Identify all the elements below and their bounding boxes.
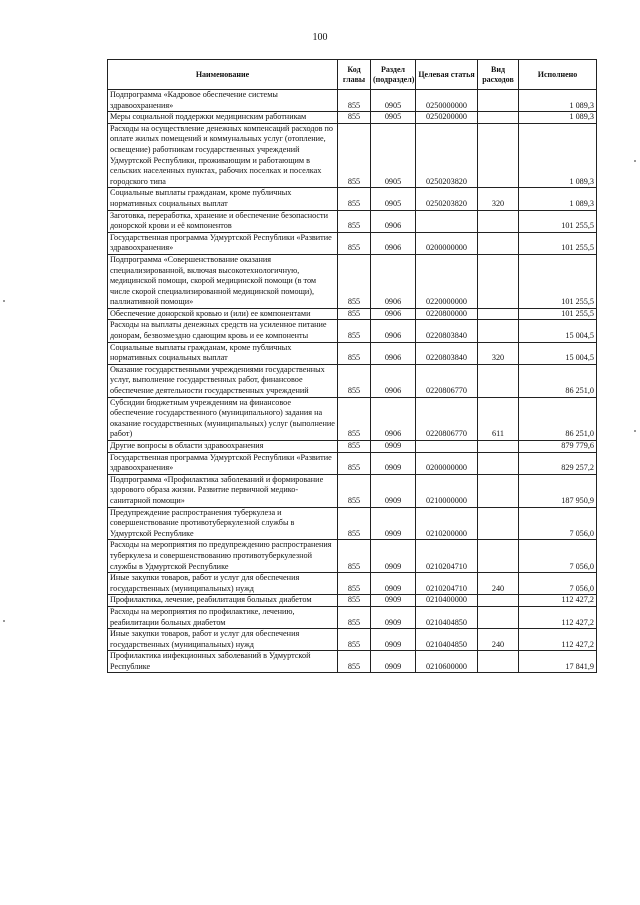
cell-executed: 112 427,2 bbox=[519, 629, 597, 651]
table-row bbox=[108, 595, 597, 607]
cell-expense-type bbox=[478, 254, 519, 308]
cell-code: 855 bbox=[338, 474, 371, 507]
cell-name: Субсидии бюджетным учреждениям на финансовое обеспечение государственного (муниципального) задания на оказание государственных (муниципальных) услуг (выполнение работ) bbox=[108, 397, 338, 440]
cell-expense-type: 240 bbox=[478, 573, 519, 595]
cell-section: 0909 bbox=[371, 540, 416, 573]
cell-article: 0220000000 bbox=[416, 254, 478, 308]
cell-code: 855 bbox=[338, 441, 371, 453]
cell-name: Заготовка, переработка, хранение и обеспечение безопасности донорской крови и её компонентов bbox=[108, 210, 338, 232]
table-row bbox=[108, 397, 597, 440]
header-name: Наименование bbox=[108, 60, 338, 90]
cell-code: 855 bbox=[338, 507, 371, 540]
cell-executed: 101 255,5 bbox=[519, 254, 597, 308]
cell-expense-type: 320 bbox=[478, 188, 519, 210]
cell-section: 0909 bbox=[371, 441, 416, 453]
cell-name: Предупреждение распространения туберкулеза и совершенствование противотуберкулезной службы в Удмуртской Республике bbox=[108, 507, 338, 540]
cell-article: 0210200000 bbox=[416, 507, 478, 540]
cell-section: 0906 bbox=[371, 232, 416, 254]
cell-name: Государственная программа Удмуртской Республики «Развитие здравоохранения» bbox=[108, 232, 338, 254]
cell-section: 0909 bbox=[371, 606, 416, 628]
cell-section: 0906 bbox=[371, 397, 416, 440]
cell-article: 0210400000 bbox=[416, 595, 478, 607]
cell-article: 0250000000 bbox=[416, 90, 478, 112]
cell-section: 0909 bbox=[371, 595, 416, 607]
table-row bbox=[108, 210, 597, 232]
cell-article bbox=[416, 441, 478, 453]
table-header-row bbox=[108, 60, 597, 90]
cell-article: 0220806770 bbox=[416, 364, 478, 397]
cell-name: Другие вопросы в области здравоохранения bbox=[108, 441, 338, 453]
cell-expense-type bbox=[478, 540, 519, 573]
header-executed: Исполнено bbox=[519, 60, 597, 90]
cell-section: 0905 bbox=[371, 188, 416, 210]
cell-section: 0906 bbox=[371, 342, 416, 364]
table-row bbox=[108, 188, 597, 210]
budget-table bbox=[107, 59, 597, 673]
cell-expense-type bbox=[478, 308, 519, 320]
cell-expense-type bbox=[478, 651, 519, 673]
cell-article: 0210404850 bbox=[416, 606, 478, 628]
table-row bbox=[108, 90, 597, 112]
cell-executed: 86 251,0 bbox=[519, 364, 597, 397]
table-row bbox=[108, 651, 597, 673]
cell-section: 0905 bbox=[371, 123, 416, 188]
table-row bbox=[108, 573, 597, 595]
cell-section: 0909 bbox=[371, 474, 416, 507]
cell-name: Оказание государственными учреждениями государственных услуг, выполнение государственных работ, финансовое обеспечение деятельности государственных учреждений bbox=[108, 364, 338, 397]
cell-expense-type bbox=[478, 606, 519, 628]
cell-name: Социальные выплаты гражданам, кроме публичных нормативных социальных выплат bbox=[108, 342, 338, 364]
cell-section: 0906 bbox=[371, 254, 416, 308]
cell-name: Расходы на мероприятия по профилактике, лечению, реабилитации больных диабетом bbox=[108, 606, 338, 628]
header-section: Раздел (подраздел) bbox=[371, 60, 416, 90]
cell-section: 0909 bbox=[371, 629, 416, 651]
cell-code: 855 bbox=[338, 651, 371, 673]
cell-article: 0220806770 bbox=[416, 397, 478, 440]
cell-expense-type bbox=[478, 112, 519, 124]
cell-name: Меры социальной поддержки медицинским работникам bbox=[108, 112, 338, 124]
cell-code: 855 bbox=[338, 573, 371, 595]
cell-article bbox=[416, 210, 478, 232]
cell-executed: 101 255,5 bbox=[519, 210, 597, 232]
cell-executed: 1 089,3 bbox=[519, 90, 597, 112]
cell-expense-type bbox=[478, 474, 519, 507]
cell-expense-type bbox=[478, 123, 519, 188]
table-row bbox=[108, 629, 597, 651]
cell-section: 0906 bbox=[371, 210, 416, 232]
cell-executed: 112 427,2 bbox=[519, 595, 597, 607]
cell-executed: 1 089,3 bbox=[519, 112, 597, 124]
cell-section: 0906 bbox=[371, 320, 416, 342]
cell-code: 855 bbox=[338, 320, 371, 342]
table-row bbox=[108, 342, 597, 364]
cell-expense-type bbox=[478, 90, 519, 112]
cell-section: 0905 bbox=[371, 112, 416, 124]
cell-code: 855 bbox=[338, 308, 371, 320]
cell-expense-type bbox=[478, 320, 519, 342]
table-row bbox=[108, 232, 597, 254]
cell-article: 0210204710 bbox=[416, 573, 478, 595]
cell-article: 0220803840 bbox=[416, 320, 478, 342]
table-row bbox=[108, 320, 597, 342]
cell-article: 0210000000 bbox=[416, 474, 478, 507]
cell-code: 855 bbox=[338, 232, 371, 254]
cell-expense-type bbox=[478, 595, 519, 607]
cell-name: Социальные выплаты гражданам, кроме публичных нормативных социальных выплат bbox=[108, 188, 338, 210]
cell-executed: 101 255,5 bbox=[519, 308, 597, 320]
table-row bbox=[108, 364, 597, 397]
cell-executed: 7 056,0 bbox=[519, 507, 597, 540]
cell-code: 855 bbox=[338, 364, 371, 397]
cell-code: 855 bbox=[338, 90, 371, 112]
cell-name: Иные закупки товаров, работ и услуг для обеспечения государственных (муниципальных) нужд bbox=[108, 629, 338, 651]
cell-executed: 1 089,3 bbox=[519, 123, 597, 188]
cell-executed: 15 004,5 bbox=[519, 320, 597, 342]
table-row bbox=[108, 540, 597, 573]
cell-expense-type bbox=[478, 452, 519, 474]
table-row bbox=[108, 123, 597, 188]
cell-executed: 17 841,9 bbox=[519, 651, 597, 673]
cell-expense-type: 611 bbox=[478, 397, 519, 440]
cell-executed: 187 950,9 bbox=[519, 474, 597, 507]
cell-expense-type: 240 bbox=[478, 629, 519, 651]
cell-executed: 829 257,2 bbox=[519, 452, 597, 474]
cell-executed: 1 089,3 bbox=[519, 188, 597, 210]
table-row bbox=[108, 254, 597, 308]
cell-section: 0909 bbox=[371, 452, 416, 474]
cell-name: Профилактика, лечение, реабилитация больных диабетом bbox=[108, 595, 338, 607]
table-row bbox=[108, 474, 597, 507]
cell-section: 0909 bbox=[371, 651, 416, 673]
table-row bbox=[108, 112, 597, 124]
cell-code: 855 bbox=[338, 188, 371, 210]
table-row bbox=[108, 452, 597, 474]
cell-section: 0906 bbox=[371, 308, 416, 320]
cell-section: 0909 bbox=[371, 507, 416, 540]
cell-code: 855 bbox=[338, 452, 371, 474]
cell-code: 855 bbox=[338, 629, 371, 651]
cell-article: 0220803840 bbox=[416, 342, 478, 364]
cell-article: 0210404850 bbox=[416, 629, 478, 651]
table-row bbox=[108, 606, 597, 628]
cell-article: 0210204710 bbox=[416, 540, 478, 573]
cell-expense-type bbox=[478, 441, 519, 453]
cell-section: 0906 bbox=[371, 364, 416, 397]
cell-code: 855 bbox=[338, 342, 371, 364]
table-row bbox=[108, 308, 597, 320]
cell-code: 855 bbox=[338, 606, 371, 628]
header-article: Целевая статья bbox=[416, 60, 478, 90]
cell-article: 0200000000 bbox=[416, 232, 478, 254]
cell-expense-type: 320 bbox=[478, 342, 519, 364]
cell-code: 855 bbox=[338, 595, 371, 607]
cell-expense-type bbox=[478, 232, 519, 254]
cell-article: 0220800000 bbox=[416, 308, 478, 320]
cell-executed: 7 056,0 bbox=[519, 540, 597, 573]
header-code: Код главы bbox=[338, 60, 371, 90]
cell-name: Подпрограмма «Кадровое обеспечение системы здравоохранения» bbox=[108, 90, 338, 112]
cell-name: Профилактика инфекционных заболеваний в Удмуртской Республике bbox=[108, 651, 338, 673]
cell-name: Государственная программа Удмуртской Республики «Развитие здравоохранения» bbox=[108, 452, 338, 474]
cell-name: Подпрограмма «Профилактика заболеваний и формирование здорового образа жизни. Развитие первичной медико-санитарной помощи» bbox=[108, 474, 338, 507]
cell-article: 0250203820 bbox=[416, 188, 478, 210]
cell-article: 0200000000 bbox=[416, 452, 478, 474]
cell-name: Расходы на мероприятия по предупреждению распространения туберкулеза и совершенствованию противотуберкулезной службы в Удмуртской Республике bbox=[108, 540, 338, 573]
cell-executed: 101 255,5 bbox=[519, 232, 597, 254]
cell-expense-type bbox=[478, 210, 519, 232]
header-expense-type: Вид расходов bbox=[478, 60, 519, 90]
page-number: 100 bbox=[312, 32, 328, 43]
cell-name: Обеспечение донорской кровью и (или) ее компонентами bbox=[108, 308, 338, 320]
cell-article: 0210600000 bbox=[416, 651, 478, 673]
cell-executed: 112 427,2 bbox=[519, 606, 597, 628]
cell-section: 0909 bbox=[371, 573, 416, 595]
cell-expense-type bbox=[478, 364, 519, 397]
cell-executed: 879 779,6 bbox=[519, 441, 597, 453]
cell-executed: 86 251,0 bbox=[519, 397, 597, 440]
cell-article: 0250203820 bbox=[416, 123, 478, 188]
cell-executed: 15 004,5 bbox=[519, 342, 597, 364]
cell-code: 855 bbox=[338, 123, 371, 188]
cell-code: 855 bbox=[338, 540, 371, 573]
cell-name: Подпрограмма «Совершенствование оказания специализированной, включая высокотехнологичную, медицинской помощи, скорой медицинской помощи (в том числе скорой специализированной медицинской помощи), паллиативной помощи» bbox=[108, 254, 338, 308]
cell-article: 0250200000 bbox=[416, 112, 478, 124]
cell-section: 0905 bbox=[371, 90, 416, 112]
cell-name: Иные закупки товаров, работ и услуг для обеспечения государственных (муниципальных) нужд bbox=[108, 573, 338, 595]
cell-name: Расходы на выплаты денежных средств на усиленное питание донорам, безвозмездно сдающим кровь и ее компоненты bbox=[108, 320, 338, 342]
cell-code: 855 bbox=[338, 397, 371, 440]
cell-code: 855 bbox=[338, 254, 371, 308]
table-row bbox=[108, 441, 597, 453]
cell-code: 855 bbox=[338, 210, 371, 232]
cell-name: Расходы на осуществление денежных компенсаций расходов по оплате жилых помещений и коммунальных услуг (отопление, освещение) работникам государственных учреждений Удмуртской Республики, проживающим и работающим в сельских населенных пунктах, рабочих поселках и поселках городского типа bbox=[108, 123, 338, 188]
cell-code: 855 bbox=[338, 112, 371, 124]
cell-executed: 7 056,0 bbox=[519, 573, 597, 595]
table-row bbox=[108, 507, 597, 540]
cell-expense-type bbox=[478, 507, 519, 540]
